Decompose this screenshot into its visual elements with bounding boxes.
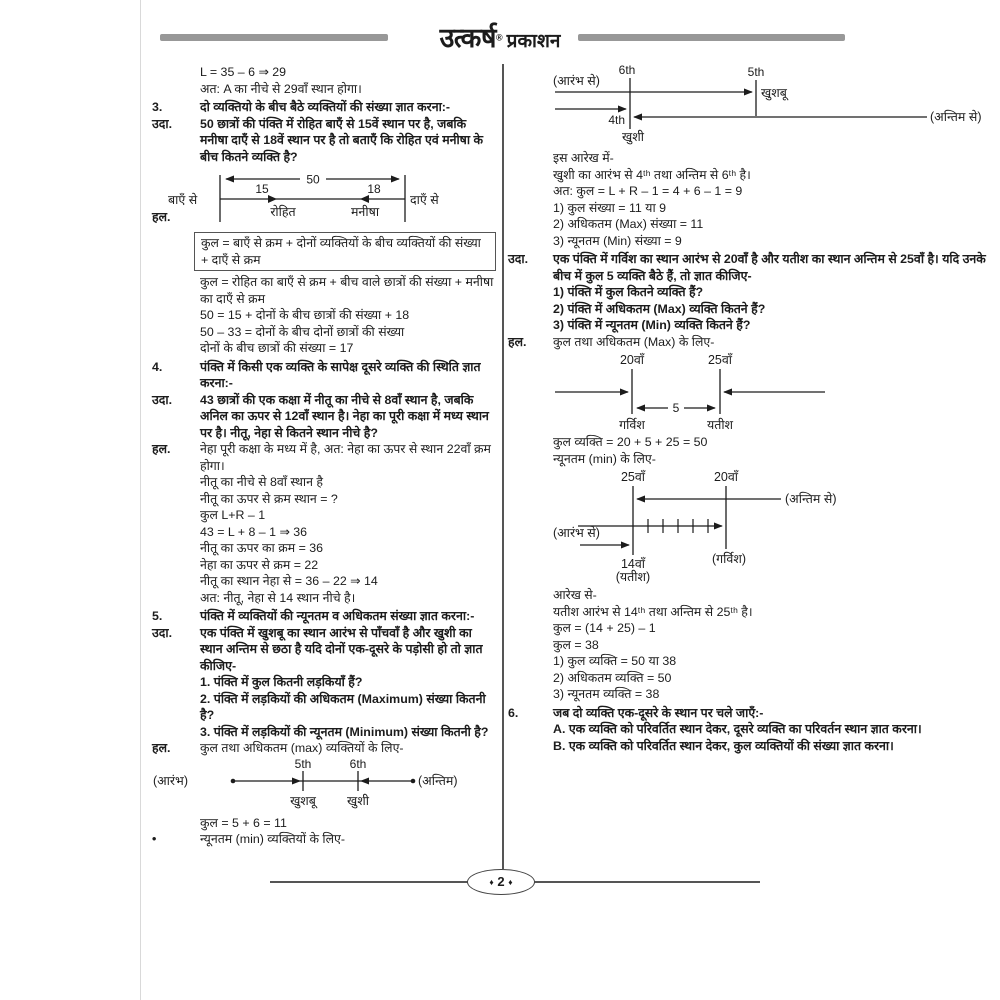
row-position-diagram xyxy=(553,352,990,432)
solution-step xyxy=(200,573,496,590)
question-text: 50 छात्रों की पंक्ति में रोहित बाएँ से 15वें स्थान पर है, जबकि मनीषा दाएँ से 18वें स्थान पर है तो बताएँ कि रोहित एवं मनीषा के बीच कितने व्यक्ति है? xyxy=(200,116,484,164)
row-position-diagram xyxy=(150,167,480,229)
right-position: 18 xyxy=(367,182,381,196)
end-label: (अन्तिम से) xyxy=(930,110,982,124)
answer-line xyxy=(553,200,990,217)
position-label: 25वाँ xyxy=(707,353,733,367)
step-text: न्यूनतम (min) व्यक्तियों के लिए- xyxy=(200,832,346,846)
solution-step xyxy=(152,831,496,848)
person-name: गर्विश xyxy=(619,418,645,432)
solution-label: हल. xyxy=(152,741,171,755)
page-number-oval xyxy=(467,869,535,895)
solution-step xyxy=(152,740,496,757)
registered-mark-icon: ® xyxy=(496,32,503,43)
step-text: दोनों के बीच छात्रों की संख्या = 17 xyxy=(200,341,354,355)
topic-6-heading xyxy=(508,705,990,722)
sub-question xyxy=(553,317,990,334)
formula-box xyxy=(194,232,496,271)
topic-3-heading xyxy=(152,99,496,116)
topic-4-heading xyxy=(152,359,496,392)
solution-step xyxy=(200,324,496,341)
step-text: कुल = रोहित का बाएँ से क्रम + बीच वाले छात्रों की संख्या + मनीषा का दाएँ से क्रम xyxy=(200,275,494,306)
diamond-icon: ♦ xyxy=(508,877,513,887)
person-name: मनीषा xyxy=(350,205,380,219)
step-text: कुल = (14 + 25) – 1 xyxy=(553,621,656,635)
position-label: 20वाँ xyxy=(619,353,645,367)
step-text: न्यूनतम (min) के लिए- xyxy=(553,451,656,466)
step-text: कुल = 5 + 6 = 11 xyxy=(200,815,287,830)
solution-label: हल. xyxy=(152,442,171,456)
position-label: 6th xyxy=(349,758,367,771)
end-label: (अन्तिम) xyxy=(418,773,458,788)
header-rule-right xyxy=(578,34,845,41)
page-header xyxy=(0,18,1000,62)
question-text: 2) पंक्ति में अधिकतम (Max) व्यक्ति कितने हैं? xyxy=(553,301,766,316)
note-line xyxy=(553,604,990,621)
solution-step xyxy=(200,815,496,832)
line-text: 3) न्यूनतम (Min) संख्या = 9 xyxy=(553,233,682,248)
question-text: 1. पंक्ति में कुल कितनी लड़कियाँ हैं? xyxy=(200,675,363,689)
row-position-diagram xyxy=(150,759,480,813)
example-5-question xyxy=(152,625,496,675)
line-text: आरेख से- xyxy=(553,588,597,602)
position-label: 14वाँ xyxy=(620,557,646,571)
line-text: इस आरेख में- xyxy=(553,151,614,165)
answer-line xyxy=(553,233,990,250)
example-3-question xyxy=(152,116,496,166)
step-text: नेहा पूरी कक्षा के मध्य में है, अत: नेहा का ऊपर से स्थान 22वाँ क्रम होगा। xyxy=(200,442,491,473)
total-count: 50 xyxy=(306,172,320,187)
question-text: 3. पंक्ति में लड़कियों की न्यूनतम (Minimum) संख्या कितनी है? xyxy=(200,724,489,739)
step-text: अत: नीतू, नेहा से 14 स्थान नीचे है। xyxy=(200,590,356,605)
note-line xyxy=(553,167,990,184)
diagram-strokes xyxy=(231,771,416,791)
line-text: 3) न्यूनतम व्यक्ति = 38 xyxy=(553,687,660,701)
brand-name: उत्कर्ष xyxy=(439,23,496,53)
row-position-diagram xyxy=(553,469,990,585)
solution-step xyxy=(508,334,990,351)
sub-question xyxy=(200,674,496,691)
row-position-diagram xyxy=(553,64,990,148)
left-position: 15 xyxy=(255,182,269,196)
step-text: 50 – 33 = दोनों के बीच दोनों छात्रों की संख्या xyxy=(200,324,405,339)
step-text: नीतू का नीचे से 8वाँ स्थान है xyxy=(200,475,324,489)
person-name: खुशी xyxy=(622,130,644,144)
math-line xyxy=(200,64,496,81)
diagram-rohit-manisha xyxy=(152,167,496,229)
step-text: 50 = 15 + दोनों के बीच छात्रों की संख्या + 18 xyxy=(200,308,410,322)
right-column xyxy=(508,62,990,754)
solution-step xyxy=(553,183,990,200)
step-text: कुल L+R – 1 xyxy=(200,508,266,522)
diamond-icon: ♦ xyxy=(489,877,494,887)
solution-step xyxy=(200,524,496,541)
step-text: कुल तथा अधिकतम (max) व्यक्तियों के लिए- xyxy=(200,741,404,755)
position-label: 6th xyxy=(618,64,636,77)
line-text: 1) कुल व्यक्ति = 50 या 38 xyxy=(553,654,677,668)
solution-label: हल. xyxy=(152,209,171,224)
answer-line xyxy=(553,216,990,233)
sub-question xyxy=(553,301,990,318)
question-text: एक पंक्ति में गर्विश का स्थान आरंभ से 20वाँ है और यतीश का स्थान अन्तिम से 25वाँ है। यदि उनके बीच में कुल 5 व्यक्ति बैठे हैं, तो ज्ञात कीजिए- xyxy=(553,252,986,283)
solution-step xyxy=(200,274,496,307)
sub-topic xyxy=(553,721,990,738)
person-name: खुशबू xyxy=(761,86,787,100)
line-text: यतीश आरंभ से 14ᵗʰ तथा अन्तिम से 25ᵗʰ है। xyxy=(553,604,753,619)
question-text: 1) पंक्ति में कुल कितने व्यक्ति हैं? xyxy=(553,285,704,299)
solution-step xyxy=(152,441,496,474)
step-text: नेहा का ऊपर से क्रम = 22 xyxy=(200,557,319,572)
formula-text: कुल = बाएँ से क्रम + दोनों व्यक्तियों के बीच व्यक्तियों की संख्या + दाएँ से क्रम xyxy=(201,236,481,267)
page-number: 2 xyxy=(497,874,505,889)
person-name: खुशबू xyxy=(290,793,316,808)
diagram-khushi-positions xyxy=(553,64,990,148)
diagram-strokes xyxy=(578,486,781,555)
from-right-label: दाएँ से xyxy=(410,193,439,207)
conclusion-line xyxy=(200,81,496,98)
item-number: 3. xyxy=(152,100,163,114)
question-text: एक पंक्ति में खुशबू का स्थान आरंभ से पाँचवाँ है और खुशी का स्थान अन्तिम से छठा है यदि दोनों एक-दूसरे के पड़ोसी हो तो ज्ञात कीजिए- xyxy=(200,625,483,673)
line-text: 2) अधिकतम व्यक्ति = 50 xyxy=(553,670,672,685)
question-text: 43 छात्रों की एक कक्षा में नीतू का नीचे से 8वाँ स्थान है, जबकि अनिल का ऊपर से 12वाँ स्थान है। नेहा का पूरी कक्षा में मध्य स्थान पर है। नीतू, नेहा से कितने स्थान नीचे है? xyxy=(200,392,489,440)
column-divider xyxy=(502,64,504,869)
answer-line xyxy=(553,670,990,687)
diagram-garvish-yatish-min xyxy=(553,469,990,585)
step-text: कुल व्यक्ति = 20 + 5 + 25 = 50 xyxy=(553,435,708,449)
note-line xyxy=(553,150,990,167)
sub-topic xyxy=(553,738,990,755)
solution-step xyxy=(553,620,990,637)
start-label: (आरंभ से) xyxy=(553,526,600,540)
start-label: (आरंभ से) xyxy=(553,74,600,88)
solution-step xyxy=(553,637,990,654)
position-label: 4th xyxy=(608,113,625,127)
sub-question xyxy=(200,691,496,724)
start-label: (आरंभ) xyxy=(152,773,188,788)
left-column xyxy=(152,64,496,848)
solution-step xyxy=(200,557,496,574)
step-text: अत: कुल = L + R – 1 = 4 + 6 – 1 = 9 xyxy=(553,184,743,198)
solution-step xyxy=(553,434,990,451)
solution-step xyxy=(553,451,990,468)
topic-5-heading xyxy=(152,608,496,625)
publisher-logo xyxy=(440,18,561,55)
item-number: 6. xyxy=(508,705,519,720)
solution-step xyxy=(200,491,496,508)
solution-step xyxy=(200,590,496,607)
line-text: 1) कुल संख्या = 11 या 9 xyxy=(553,200,666,215)
question-text: 3) पंक्ति में न्यूनतम (Min) व्यक्ति कितने हैं? xyxy=(553,318,751,332)
position-label: 5th xyxy=(294,758,312,771)
line-text: खुशी का आरंभ से 4ᵗʰ तथा अन्तिम से 6ᵗʰ है। xyxy=(553,167,751,182)
answer-line xyxy=(553,686,990,703)
step-text: कुल = 38 xyxy=(553,637,599,652)
example-label: उदा. xyxy=(152,392,173,407)
position-label: 25वाँ xyxy=(620,470,646,484)
question-text: 2. पंक्ति में लड़कियों की अधिकतम (Maximum) संख्या कितनी है? xyxy=(200,691,486,722)
solution-label: हल. xyxy=(508,334,527,349)
example-4-question xyxy=(152,392,496,442)
heading-text: पंक्ति में किसी एक व्यक्ति के सापेक्ष दूसरे व्यक्ति की स्थिति ज्ञात करना:- xyxy=(200,359,481,390)
example-6-question xyxy=(508,251,990,284)
sub-question xyxy=(200,724,496,741)
example-label: उदा. xyxy=(508,252,529,266)
heading-text: B. एक व्यक्ति को परिवर्तित स्थान देकर, कुल व्यक्तियों की संख्या ज्ञात करना। xyxy=(553,738,894,753)
item-number: 4. xyxy=(152,359,163,374)
solution-step xyxy=(200,540,496,557)
person-name: (यतीश) xyxy=(615,570,651,584)
person-name: रोहित xyxy=(270,205,296,219)
diagram-garvish-yatish-max xyxy=(553,352,990,432)
example-label: उदा. xyxy=(152,625,173,640)
heading-text: A. एक व्यक्ति को परिवर्तित स्थान देकर, दूसरे व्यक्ति का परिवर्तन स्थान ज्ञात करना। xyxy=(553,722,922,736)
person-name: खुशी xyxy=(347,793,369,808)
between-count: 5 xyxy=(672,401,680,415)
step-text: 43 = L + 8 – 1 ⇒ 36 xyxy=(200,524,308,539)
solution-step xyxy=(200,307,496,324)
solution-step xyxy=(200,474,496,491)
step-text: नीतू का ऊपर का क्रम = 36 xyxy=(200,541,324,555)
line-text: 2) अधिकतम (Max) संख्या = 11 xyxy=(553,217,704,231)
heading-text: पंक्ति में व्यक्तियों की न्यूनतम व अधिकतम संख्या ज्ञात करना:- xyxy=(200,609,475,623)
position-label: 20वाँ xyxy=(713,470,739,484)
bullet-icon: • xyxy=(152,832,157,846)
item-number: 5. xyxy=(152,609,163,623)
from-left-label: बाएँ से xyxy=(168,193,198,207)
step-text: कुल तथा अधिकतम (Max) के लिए- xyxy=(553,334,715,349)
line-text: अत: A का नीचे से 29वाँ स्थान होगा। xyxy=(200,81,362,96)
heading-text: दो व्यक्तियो के बीच बैठे व्यक्तियों की संख्या ज्ञात करना:- xyxy=(200,100,451,114)
solution-step xyxy=(200,340,496,357)
heading-text: जब दो व्यक्ति एक-दूसरे के स्थान पर चले जाएँ:- xyxy=(553,705,764,720)
example-label: उदा. xyxy=(152,116,173,131)
position-label: 5th xyxy=(747,65,765,79)
person-name: (गर्विश) xyxy=(711,552,747,566)
header-rule-left xyxy=(160,34,388,41)
note-line xyxy=(553,587,990,604)
brand-subname: प्रकाशन xyxy=(506,31,561,52)
step-text: नीतू का ऊपर से क्रम स्थान = ? xyxy=(200,491,338,506)
line-text: L = 35 – 6 ⇒ 29 xyxy=(200,65,287,79)
scan-edge-line xyxy=(140,0,141,1000)
diagram-khushbu-khushi-max xyxy=(152,758,496,813)
diagram-strokes xyxy=(555,369,825,414)
person-name: यतीश xyxy=(706,418,734,432)
step-text: नीतू का स्थान नेहा से = 36 – 22 ⇒ 14 xyxy=(200,574,378,588)
sub-question xyxy=(553,284,990,301)
solution-step xyxy=(200,507,496,524)
answer-line xyxy=(553,653,990,670)
end-label: (अन्तिम से) xyxy=(785,492,837,506)
